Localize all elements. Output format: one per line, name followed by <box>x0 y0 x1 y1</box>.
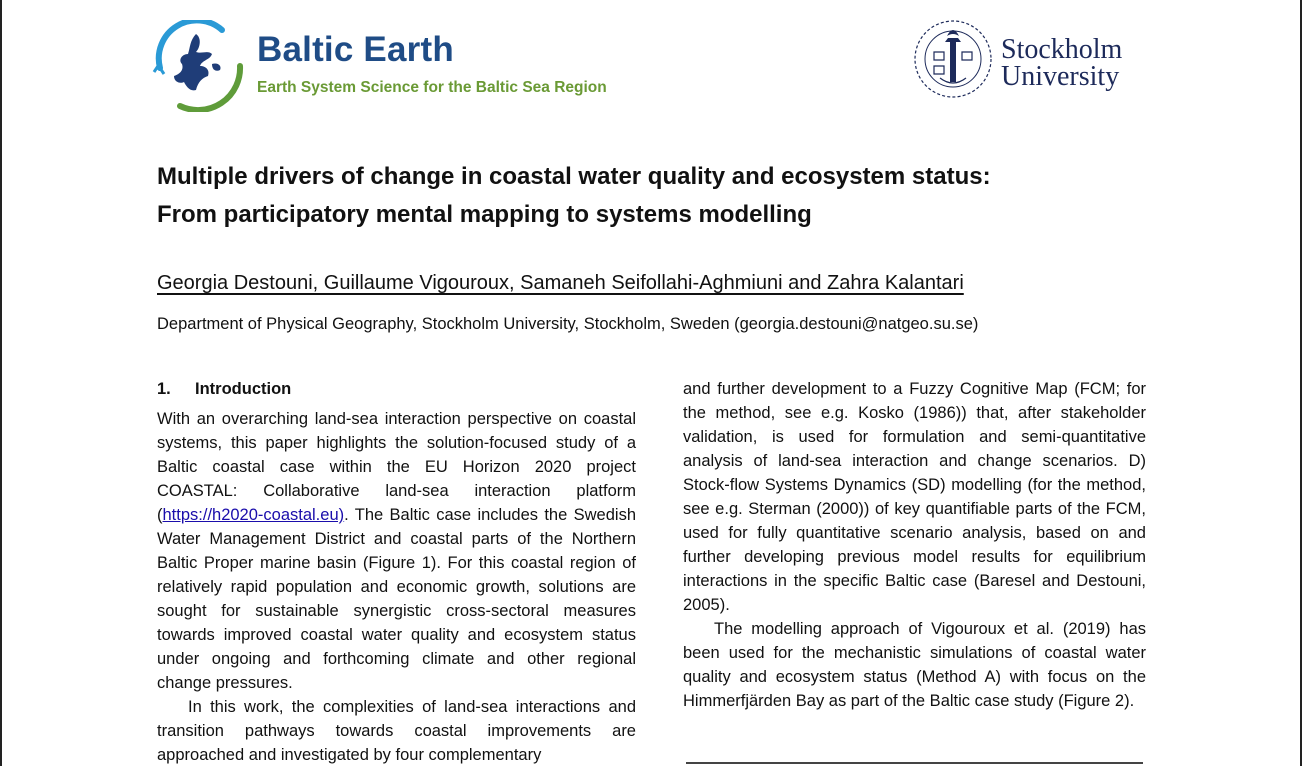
right-column <box>683 377 1146 713</box>
baltic-earth-name: Baltic Earth <box>257 30 454 69</box>
left-column <box>157 377 636 767</box>
figure-box-top-edge <box>686 762 1143 764</box>
right-paragraph-2: The modelling approach of Vigouroux et al. (2019) has been used for the mechanistic simulations of coastal water quality and ecosystem status (Method A) with focus on the Himmerfjärden Bay as part of the Baltic case study (Figure 2). <box>683 620 1146 710</box>
paper-title-line2: From participatory mental mapping to systems modelling <box>157 201 812 228</box>
right-paragraph-1: and further development to a Fuzzy Cognitive Map (FCM; for the method, see e.g. Kosko (1986)) that, after stakeholder validation, is used for formulation and semi-quantitative analysis of land-sea interaction and change scenarios. D) Stock-flow Systems Dynamics (SD) modelling (for the method, see e.g. Sterman (2000)) of key quantifiable parts of the FCM, used for fully quantitative scenario analysis, based on and further developing previous model results for equilibrium interactions in the specific Baltic case (Baresel and Destouni, 2005). <box>683 380 1146 614</box>
section-number: 1. <box>157 380 171 398</box>
paper-authors: Georgia Destouni, Guillaume Vigouroux, Samaneh Seifollahi-Aghmiuni and Zahra Kalantari <box>157 272 964 294</box>
intro-paragraph-2: In this work, the complexities of land-sea interactions and transition pathways towards coastal improvements are approached and investigated by four complementary <box>157 698 636 764</box>
coastal-project-link[interactable]: https://h2020-coastal.eu) <box>162 506 345 524</box>
stockholm-university-line1: Stockholm <box>1001 34 1123 65</box>
paper-title <box>157 158 1157 234</box>
stockholm-university-name <box>1001 36 1122 90</box>
section-title: Introduction <box>195 380 292 398</box>
page-frame-left <box>0 0 2 766</box>
stockholm-university-seal-icon <box>912 18 994 100</box>
section-heading <box>157 377 636 401</box>
baltic-earth-logo-icon <box>150 20 246 112</box>
intro-p1-text-a: With an overarching land-sea interaction perspective on coastal systems, this paper highlights the solution-focused study of a Baltic coastal case within the EU Horizon 2020 project COASTAL: Collaborative land-sea interaction platform ( <box>157 410 636 524</box>
intro-paragraph-1 <box>157 407 636 695</box>
baltic-earth-tagline: Earth System Science for the Baltic Sea Region <box>257 79 607 96</box>
paper-title-line1: Multiple drivers of change in coastal water quality and ecosystem status: <box>157 163 991 190</box>
paper-affiliation: Department of Physical Geography, Stockholm University, Stockholm, Sweden (georgia.destouni@natgeo.su.se) <box>157 315 979 333</box>
intro-p1-text-b: . The Baltic case includes the Swedish Water Management District and coastal parts of the Northern Baltic Proper marine basin (Figure 1). For this coastal region of relatively rapid population and economic growth, solutions are sought for sustainable synergistic cross-sectoral measures towards improved coastal water quality and ecosystem status under ongoing and forthcoming climate and other regional change pressures. <box>157 506 636 692</box>
stockholm-university-line2: University <box>1001 61 1120 92</box>
